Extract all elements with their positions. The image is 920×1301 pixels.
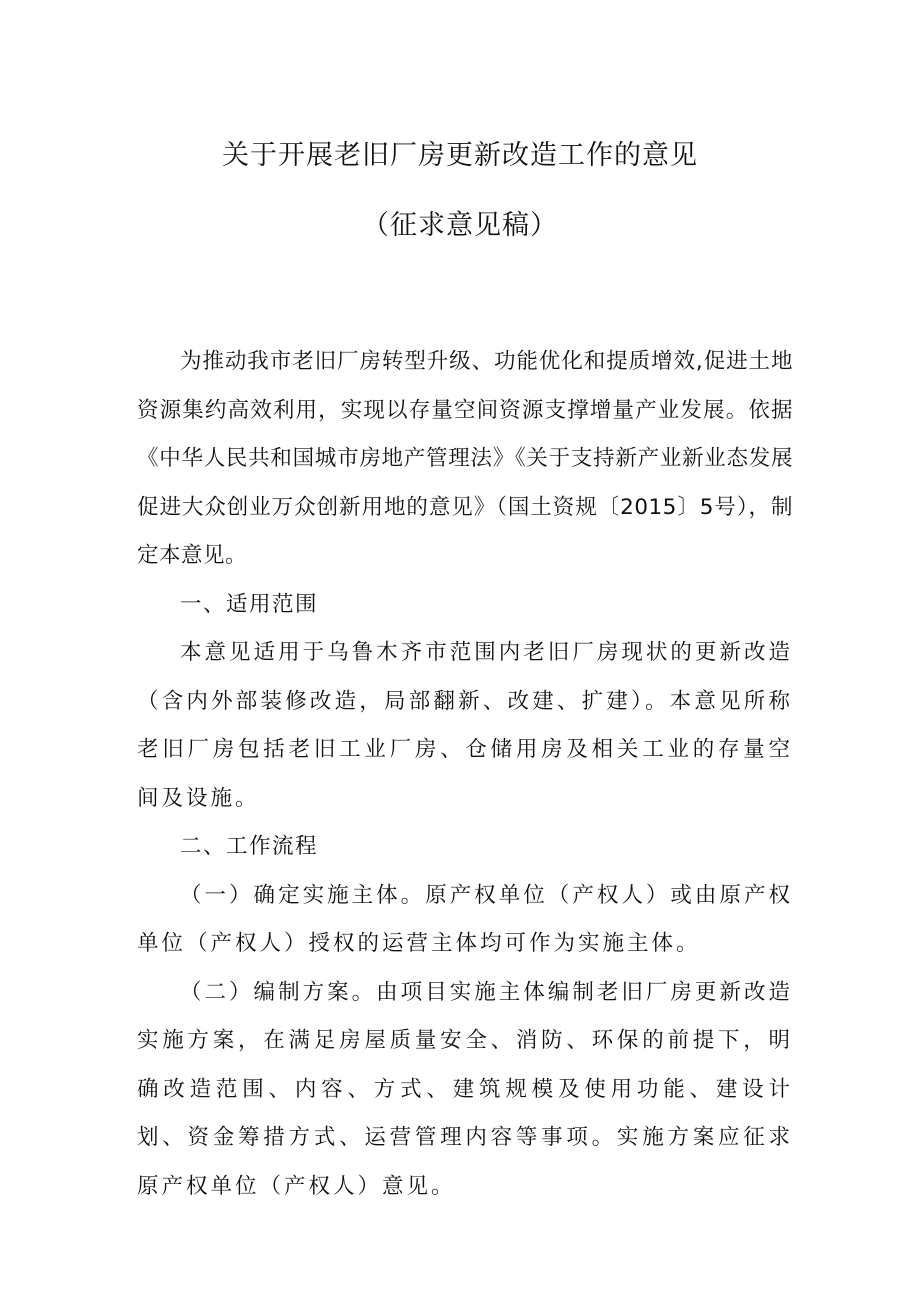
scope-paragraph: 本意见适用于乌鲁木齐市范围内老旧厂房现状的更新改造（含内外部装修改造，局部翻新、改建、扩建）。本意见所称老旧厂房包括老旧工业厂房、仓储用房及相关工业的存量空间及设施。 (137, 640, 793, 811)
workflow-item-2: （二）编制方案。由项目实施主体编制老旧厂房更新改造实施方案，在满足房屋质量安全、消防、环保的前提下，明确改造范围、内容、方式、建筑规模及使用功能、建设计划、资金筹措方式、运营管理内容等事项。实施方案应征求原产权单位（产权人）意见。 (137, 979, 793, 1199)
section-heading-scope: 一、适用范围 (180, 591, 319, 617)
document-subtitle: （征求意见稿） (362, 210, 558, 241)
document-title: 关于开展老旧厂房更新改造工作的意见 (222, 140, 698, 171)
document-body (137, 338, 793, 1211)
workflow-item-1: （一）确定实施主体。原产权单位（产权人）或由原产权单位（产权人）授权的运营主体均可作为实施主体。 (137, 882, 793, 956)
intro-paragraph: 为推动我市老旧厂房转型升级、功能优化和提质增效,促进土地资源集约高效利用，实现以存量空间资源支撑增量产业发展。依据《中华人民共和国城市房地产管理法》《关于支持新产业新业态发展促进大众创业万众创新用地的意见》（国土资规〔2015〕5号），制定本意见。 (137, 349, 793, 568)
section-heading-workflow: 二、工作流程 (180, 834, 319, 859)
